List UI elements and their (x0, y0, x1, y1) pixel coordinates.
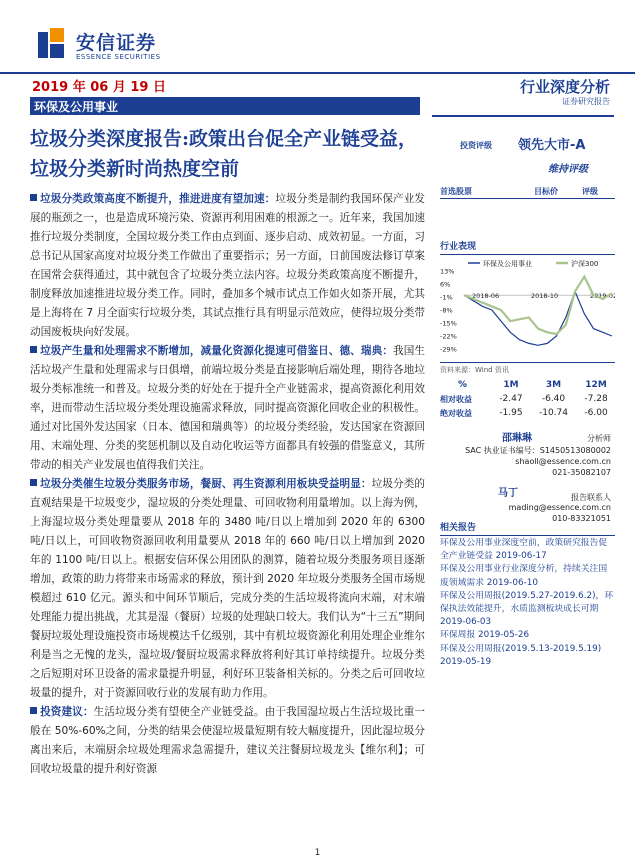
related-report-item[interactable] (440, 590, 615, 630)
analyst-role: 分析师 (587, 434, 611, 443)
report-subtype: 证券研究报告 (562, 97, 610, 106)
returns-value: -7.28 (584, 394, 608, 404)
bullet-icon (30, 479, 37, 486)
y-tick-label: 13% (440, 267, 455, 276)
y-tick-label: -29% (440, 345, 457, 354)
bullet-icon (30, 194, 37, 201)
performance-header: 行业表现 (440, 239, 615, 255)
paragraph-heading: 投资建议： (40, 706, 94, 718)
returns-col-header: 12M (585, 380, 607, 390)
rating-label: 投资评级 (460, 141, 492, 150)
related-report-item[interactable] (440, 629, 615, 642)
report-title: 垃圾分类深度报告:政策出台促全产业链受益，垃圾分类新时尚热度空前 (30, 128, 418, 180)
sector-banner: 环保及公用事业 (30, 97, 420, 115)
logo-text-cn: 安信证券 (76, 32, 157, 54)
bullet-icon (30, 346, 37, 353)
y-tick-label: -22% (440, 332, 457, 341)
returns-value: -10.74 (538, 408, 568, 418)
right-rule (432, 115, 614, 117)
returns-row-label: 绝对收益 (440, 408, 472, 418)
y-tick-label: -1% (440, 293, 453, 302)
analyst-block (440, 433, 615, 524)
logo-text-en: ESSENCE SECURITIES (76, 53, 161, 61)
col-target: 目标价 (534, 187, 558, 196)
body-paragraph (30, 342, 425, 475)
analyst-email[interactable]: shaoll@essence.com.cn (515, 457, 611, 466)
returns-table (440, 378, 615, 420)
col-stock: 首选股票 (440, 187, 472, 196)
paragraph-heading: 垃圾分类催生垃圾分类服务市场，餐厨、再生资源利用板块受益明显： (40, 478, 372, 490)
series-line (464, 277, 612, 335)
related-report-date: 2019-05-26 (478, 630, 530, 641)
returns-value: -1.95 (499, 408, 523, 418)
rating-value: 领先大市-A (518, 138, 586, 153)
returns-value: -6.40 (541, 394, 566, 404)
paragraph-text: 生活垃圾分类有望使全产业链受益。由于我国湿垃圾占生活垃圾比重一般在 50%-60%之间，分类的结果会使湿垃圾量短期有较大幅度提升，因此湿垃圾分离出来后，末端厨余垃圾处理需求急需提升，建议关注餐厨垃圾龙头【维尔利】；可回收垃圾量的提升利好资源 (30, 706, 426, 775)
related-report-title: 环保及公用周报(2019.5.27-2019.6.2)，环保执法效能提升，水质监测板块成长可期 (440, 590, 614, 615)
related-report-date: 2019-06-03 (440, 617, 492, 628)
body-paragraph (30, 703, 425, 779)
related-report-date: 2019-05-19 (440, 656, 492, 667)
analyst-email[interactable]: mading@essence.com.cn (508, 503, 611, 512)
returns-value: -2.47 (499, 394, 523, 404)
y-tick-label: -8% (440, 306, 453, 315)
analyst-name: 邵琳琳 (502, 433, 532, 444)
rating-table-header (440, 186, 615, 199)
returns-row (440, 406, 615, 420)
related-report-item[interactable] (440, 537, 615, 563)
page-number: 1 (314, 848, 321, 858)
legend-label: 沪深300 (571, 260, 599, 268)
bullet-icon (30, 707, 37, 714)
report-type: 行业深度分析 (519, 78, 610, 96)
analyst-2-line (440, 488, 615, 502)
related-report-title: 环保及公用周报(2019.5.13-2019.5.19) (440, 643, 602, 654)
chart-source: 资料来源：Wind 资讯 (440, 362, 615, 375)
related-reports-list (440, 537, 615, 669)
report-body (30, 190, 425, 779)
related-report-title: 环保及公用事业深度空前，政策研究报告促全产业链受益 (440, 538, 608, 562)
analyst-name: 马丁 (498, 488, 518, 499)
returns-col-header: 1M (503, 380, 519, 390)
performance-chart-svg (440, 257, 615, 357)
returns-row-label: 相对收益 (440, 394, 472, 404)
analyst-role: 报告联系人 (571, 493, 611, 502)
company-logo (38, 22, 218, 70)
related-reports-header: 相关报告 (440, 520, 615, 536)
paragraph-heading: 垃圾产生量和处理需求不断增加，减量化资源化提速可借鉴日、德、瑞典： (40, 345, 394, 357)
y-tick-label: 6% (440, 280, 451, 289)
analyst-phone: 010-83321051 (552, 514, 611, 523)
x-tick-label: 2018-06 (472, 292, 500, 301)
y-tick-label: -15% (440, 319, 457, 328)
body-paragraph (30, 475, 425, 703)
analyst-1-line (440, 433, 615, 445)
related-report-item[interactable] (440, 643, 615, 669)
related-report-date: 2019-06-17 (495, 551, 547, 562)
returns-col-header: % (458, 380, 468, 390)
body-paragraph (30, 190, 425, 342)
related-report-item[interactable] (440, 563, 615, 589)
essence-logo-icon (38, 28, 66, 62)
paragraph-text: 垃圾分类的直观结果是干垃圾变少，湿垃圾的分类处理量、可回收物利用量增加。以上海为例，上海湿垃圾分类处理量要从 2018 年的 3480 吨/日以上增加到 2020 年的 6300 吨/日以上，可回收物资源回收利用量要从 2018 年的 660 吨/日以上增加到 2020 年的 1100 吨/日以上。根据安信环保公用团队的测算，随着垃圾分类服务项目逐渐增加，政策的助力将带来市场需求的释放，预计到 2020 年垃圾分类服务全国市场规模超过 610 亿元。源头和中间环节顺后，完成分类的生活垃圾将流向末端，对末端处理能力提出挑战，尤其是湿（餐厨）垃圾的处理缺口较大。我们认为“十三五”期间餐厨垃圾处理设施投资市场规模达千亿级别，其中有机垃圾资源化利用处理企业维尔利是当之无愧的龙头，湿垃圾/餐厨垃圾需求释放将利好其订单持续提升。垃圾分类之后短期对环卫设备的需求量提升明显，利好环卫装备相关标的。分类之后可回收垃圾量的提升，对于资源回收行业的发展有助力作用。 (30, 478, 426, 699)
paragraph-heading: 垃圾分类政策高度不断提升，推进进度有望加速： (40, 193, 276, 205)
report-date: 2019 年 06 月 19 日 (32, 80, 166, 95)
rating-status: 维持评级 (548, 164, 588, 175)
returns-row (440, 392, 615, 406)
analyst-phone: 021-35082107 (552, 468, 611, 477)
legend-label: 环保及公用事业 (483, 260, 532, 268)
paragraph-text: 垃圾分类是制约我国环保产业发展的瓶颈之一，也是造成环境污染、资源再利用困难的根源之一。近年来，我国加速推行垃圾分类制度，全国垃圾分类工作由点到面、逐步启动、成效初显。一方面，习总书记从国家高度对垃圾分类工作做出了重要指示；另一方面，日前国废法修订草案在国常会获得通过，其中就包含了垃圾分类立法内容。垃圾分类政策高度不断提升，制度释放加速推进垃圾分类工作。同时，叠加多个城市试点工作如火如荼开展，尤其是上海将在 7 月全面实行垃圾分类，其试点推行具有明显示范效应，使得垃圾分类带动国废板块向好发展。 (30, 193, 426, 338)
x-tick-label: 2018-10 (531, 292, 559, 301)
related-report-date: 2019-06-10 (486, 577, 538, 588)
related-report-title: 环保周报 (440, 630, 476, 641)
paragraph-text: 我国生活垃圾产生量和处理需求与日俱增，前端垃圾分类是直接影响后端处理，期待各地垃圾分类标准统一和普及。垃圾分类的好处在于提升全产业链需求，提高资源化利用效率，进而带动生活垃圾分类处理设施需求释放，同时提高资源化回收企业的积极性。通过对比国外发达国家（日本、德国和瑞典等）的垃圾分类经验，发达国家在资源回用、末端处理、分类的奖惩机制以及自动化收运等方面都具有较强的借鉴意义，其所带动的相关产业发展也值得我们关注。 (30, 345, 425, 471)
col-rating: 评级 (582, 187, 598, 196)
related-report-title: 环保及公用事业行业深度分析，持续关注国废领域需求 (440, 564, 608, 588)
performance-chart (440, 257, 615, 357)
returns-col-header: 3M (545, 380, 562, 390)
analyst-cert: SAC 执业证书编号：S1450513080002 (465, 446, 611, 455)
returns-value: -6.00 (584, 408, 608, 418)
returns-header-row (440, 378, 615, 392)
x-tick-label: 2019-02 (590, 292, 615, 301)
